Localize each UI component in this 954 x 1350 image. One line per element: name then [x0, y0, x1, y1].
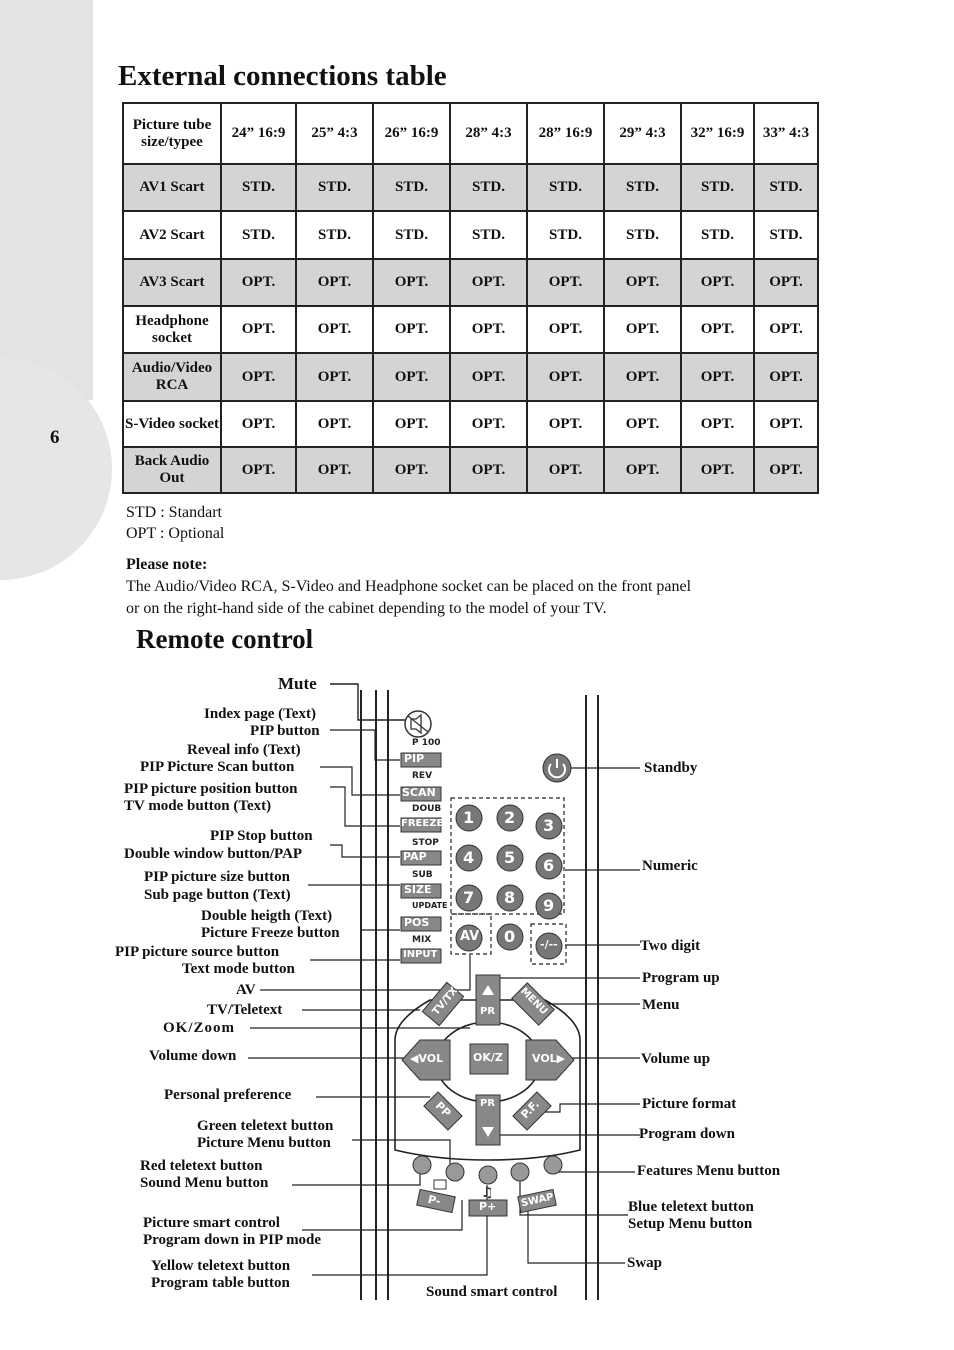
table-cell: OPT.	[527, 306, 604, 353]
swap-button[interactable]: SWAP	[520, 1191, 555, 1210]
label-picture-menu: Picture Menu button	[197, 1135, 331, 1151]
table-cell: STD.	[604, 211, 681, 259]
label-index-page: Index page (Text)	[204, 706, 316, 722]
label-program-table: Program table button	[151, 1275, 290, 1291]
table-cell: OPT.	[604, 447, 681, 493]
table-cell: STD.	[604, 164, 681, 211]
label-swap: Swap	[627, 1255, 663, 1271]
label-pip-scan: PIP Picture Scan button	[140, 759, 295, 775]
label-double-window: Double window button/PAP	[124, 846, 303, 862]
table-cell: OPT.	[221, 447, 296, 493]
note-line-1: The Audio/Video RCA, S-Video and Headphone socket can be placed on the front panel	[126, 578, 692, 595]
table-cell: STD.	[296, 164, 373, 211]
table-cell: OPT.	[681, 447, 754, 493]
table-cell: OPT.	[373, 306, 450, 353]
digit-6-button[interactable]: 6	[543, 856, 555, 875]
p-plus-button[interactable]: P+	[479, 1200, 497, 1213]
table-cell: OPT.	[296, 259, 373, 306]
table-cell: OPT.	[754, 306, 818, 353]
remote-update-label: UPDATE	[412, 901, 448, 910]
program-up-button[interactable]: PR	[480, 1006, 496, 1017]
remote-stop-label: STOP	[412, 838, 439, 848]
table-cell: OPT.	[681, 306, 754, 353]
table-cell: STD.	[450, 211, 527, 259]
size-button[interactable]: SIZE	[404, 883, 432, 896]
table-cell: STD.	[221, 164, 296, 211]
digit-5-button[interactable]: 5	[504, 848, 516, 867]
ok-zoom-button[interactable]: OK/Z	[473, 1051, 503, 1064]
table-cell: OPT.	[604, 401, 681, 447]
table-cell: OPT.	[527, 401, 604, 447]
table-cell: OPT.	[754, 259, 818, 306]
table-cell: OPT.	[296, 447, 373, 493]
remote-doub-label: DOUB	[412, 804, 442, 814]
table-cell: OPT.	[527, 259, 604, 306]
label-sub-page: Sub page button (Text)	[144, 887, 291, 903]
label-pip-stop: PIP Stop button	[210, 828, 313, 844]
label-sound-smart: Sound smart control	[426, 1284, 558, 1300]
table-cell: OPT.	[450, 401, 527, 447]
table-cell: OPT.	[604, 306, 681, 353]
label-program-down-pip: Program down in PIP mode	[143, 1232, 322, 1248]
label-ok-zoom: OK/Zoom	[163, 1020, 236, 1036]
label-av: AV	[236, 982, 256, 998]
table-cell: OPT.	[681, 259, 754, 306]
label-mute: Mute	[278, 674, 317, 693]
label-red-teletext: Red teletext button	[140, 1158, 263, 1174]
header-cell: 25” 4:3	[296, 103, 373, 164]
table-cell: STD.	[221, 211, 296, 259]
table-cell: OPT.	[754, 353, 818, 401]
header-cell: 32” 16:9	[681, 103, 754, 164]
label-text-mode: Text mode button	[182, 961, 295, 977]
table-cell: OPT.	[450, 353, 527, 401]
table-cell: OPT.	[296, 306, 373, 353]
label-numeric: Numeric	[642, 858, 698, 874]
digit-0-button[interactable]: 0	[504, 927, 516, 946]
label-volume-up: Volume up	[641, 1051, 711, 1067]
legend-opt: OPT : Optional	[126, 525, 225, 542]
label-picture-smart: Picture smart control	[143, 1215, 280, 1231]
header-cell: 26” 16:9	[373, 103, 450, 164]
row-label: AV1 Scart	[123, 164, 221, 211]
remote-sub-label: SUB	[412, 870, 433, 880]
input-button[interactable]: INPUT	[403, 949, 438, 960]
label-blue-teletext: Blue teletext button	[628, 1199, 754, 1215]
header-cell: 28” 16:9	[527, 103, 604, 164]
digit-7-button[interactable]: 7	[463, 888, 475, 907]
remote-rev-label: REV	[412, 771, 433, 781]
pip-button[interactable]: PIP	[404, 752, 425, 765]
table-cell: OPT.	[221, 259, 296, 306]
table-cell: OPT.	[373, 353, 450, 401]
note-line-2: or on the right-hand side of the cabinet depending to the model of your TV.	[126, 600, 607, 617]
table-cell: OPT.	[604, 259, 681, 306]
legend-std: STD : Standart	[126, 504, 222, 521]
label-reveal-info: Reveal info (Text)	[187, 742, 301, 758]
row-label: Headphone socket	[123, 306, 221, 353]
table-cell: OPT.	[221, 306, 296, 353]
two-digit-button[interactable]: -/--	[540, 938, 558, 951]
table-cell: OPT.	[604, 353, 681, 401]
label-program-down: Program down	[639, 1126, 735, 1142]
label-pip-source: PIP picture source button	[115, 944, 280, 960]
label-picture-freeze: Picture Freeze button	[201, 925, 340, 941]
label-double-height: Double heigth (Text)	[201, 908, 333, 924]
label-picture-format: Picture format	[642, 1096, 737, 1112]
tv-tx-button[interactable]: TV/TX	[430, 985, 461, 1018]
scan-button[interactable]: SCAN	[402, 786, 436, 799]
label-yellow-teletext: Yellow teletext button	[151, 1258, 291, 1274]
table-cell: STD.	[754, 211, 818, 259]
digit-4-button[interactable]: 4	[463, 848, 475, 867]
label-two-digit: Two digit	[640, 938, 701, 954]
table-cell: STD.	[527, 211, 604, 259]
row-label: Back Audio Out	[123, 447, 221, 493]
digit-1-button[interactable]: 1	[463, 808, 475, 827]
row-label: AV3 Scart	[123, 259, 221, 306]
digit-3-button[interactable]: 3	[543, 816, 555, 835]
page-number: 6	[50, 427, 60, 448]
label-menu: Menu	[642, 997, 680, 1013]
volume-down-button[interactable]: ◀VOL	[410, 1052, 444, 1065]
table-cell: STD.	[527, 164, 604, 211]
label-personal-preference: Personal preference	[164, 1087, 292, 1103]
header-cell: 29” 4:3	[604, 103, 681, 164]
table-cell: OPT.	[221, 353, 296, 401]
digit-8-button[interactable]: 8	[504, 888, 516, 907]
page-title: External connections table	[118, 60, 447, 92]
volume-up-button[interactable]: VOL▶	[532, 1052, 566, 1065]
table-cell: STD.	[450, 164, 527, 211]
label-sound-menu: Sound Menu button	[140, 1175, 269, 1191]
table-cell: OPT.	[450, 259, 527, 306]
table-cell: OPT.	[681, 353, 754, 401]
header-cell: 24” 16:9	[221, 103, 296, 164]
table-cell: STD.	[681, 164, 754, 211]
row-label: S-Video socket	[123, 401, 221, 447]
menu-button[interactable]: MENU	[517, 985, 550, 1018]
table-cell: STD.	[373, 164, 450, 211]
label-volume-down: Volume down	[149, 1048, 237, 1064]
row-label: Audio/Video RCA	[123, 353, 221, 401]
table-cell: OPT.	[754, 447, 818, 493]
table-cell: OPT.	[373, 401, 450, 447]
label-green-teletext: Green teletext button	[197, 1118, 334, 1134]
p-minus-button[interactable]: P-	[426, 1192, 442, 1209]
av-button[interactable]: AV	[460, 929, 480, 944]
label-pip-position: PIP picture position button	[124, 781, 298, 797]
label-pip-size: PIP picture size button	[144, 869, 290, 885]
digit-2-button[interactable]: 2	[504, 808, 516, 827]
label-features-menu: Features Menu button	[637, 1163, 781, 1179]
remote-title: Remote control	[136, 624, 314, 654]
header-cell: Picture tube size/typee	[123, 103, 221, 164]
remote-mix-label: MIX	[412, 935, 432, 945]
table-cell: STD.	[754, 164, 818, 211]
header-cell: 33” 4:3	[754, 103, 818, 164]
pos-button[interactable]: POS	[404, 916, 430, 929]
label-tv-teletext: TV/Teletext	[207, 1002, 283, 1018]
table-cell: OPT.	[373, 259, 450, 306]
picture-format-button[interactable]: P.F.	[518, 1097, 542, 1122]
label-setup-menu: Setup Menu button	[628, 1216, 753, 1232]
table-cell: OPT.	[681, 401, 754, 447]
table-cell: OPT.	[754, 401, 818, 447]
table-cell: STD.	[296, 211, 373, 259]
label-program-up: Program up	[642, 970, 720, 986]
remote-p100-label: P 100	[412, 738, 441, 748]
svg-text:♫: ♫	[481, 1185, 494, 1201]
header-cell: 28” 4:3	[450, 103, 527, 164]
table-cell: OPT.	[296, 353, 373, 401]
table-cell: OPT.	[221, 401, 296, 447]
freeze-button[interactable]: FREEZE	[401, 818, 444, 829]
label-tv-mode: TV mode button (Text)	[124, 798, 272, 814]
note-heading: Please note:	[126, 556, 208, 573]
table-cell: OPT.	[450, 447, 527, 493]
row-label: AV2 Scart	[123, 211, 221, 259]
table-cell: OPT.	[450, 306, 527, 353]
table-cell: OPT.	[296, 401, 373, 447]
digit-9-button[interactable]: 9	[543, 896, 555, 915]
table-cell: STD.	[373, 211, 450, 259]
program-down-button[interactable]: PR	[480, 1098, 496, 1109]
table-cell: OPT.	[527, 447, 604, 493]
pap-button[interactable]: PAP	[403, 850, 427, 863]
table-cell: OPT.	[527, 353, 604, 401]
table-cell: STD.	[681, 211, 754, 259]
table-cell: OPT.	[373, 447, 450, 493]
label-standby: Standby	[644, 760, 698, 776]
personal-preference-button[interactable]: PP	[432, 1099, 454, 1120]
label-pip-button: PIP button	[250, 723, 320, 739]
